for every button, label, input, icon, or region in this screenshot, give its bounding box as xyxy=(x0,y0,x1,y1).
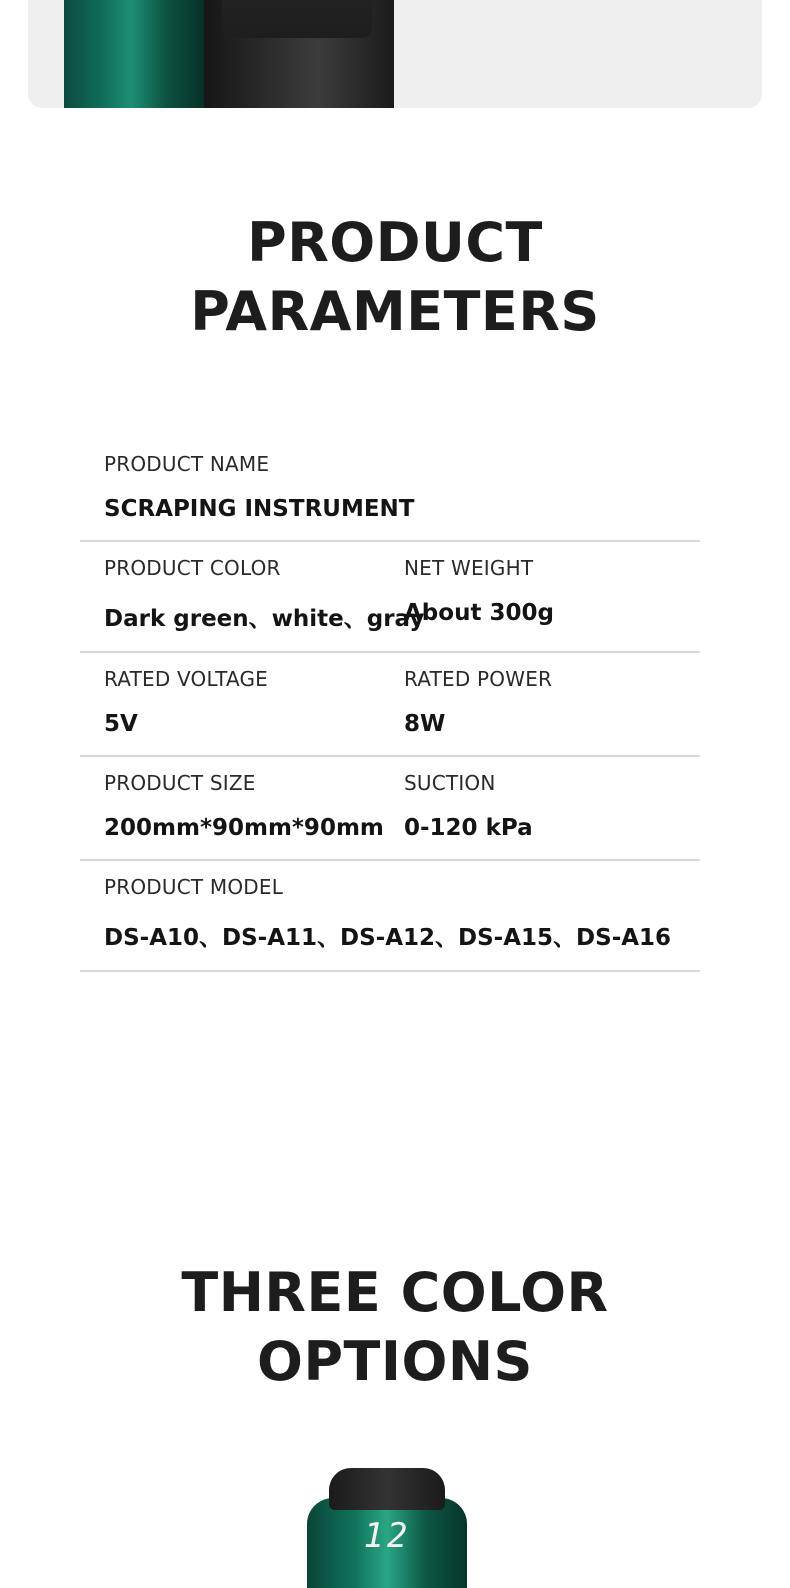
device-green-body xyxy=(64,0,204,108)
page-title-product-parameters xyxy=(0,208,790,346)
spec-label: PRODUCT MODEL xyxy=(104,875,284,899)
spec-label: PRODUCT SIZE xyxy=(104,771,256,795)
specifications-table xyxy=(80,438,700,972)
product-device-illustration xyxy=(64,0,394,108)
spec-cell-product-name xyxy=(80,444,700,522)
spec-cell-net-weight xyxy=(390,548,700,633)
device-dark-screen xyxy=(204,0,394,108)
spec-cell-rated-power xyxy=(390,659,700,737)
device-display-value: 12 xyxy=(363,1516,411,1556)
section-title-three-color-options xyxy=(0,1258,790,1396)
spec-value: 200mm*90mm*90mm xyxy=(104,815,384,841)
color-option-device-preview xyxy=(307,1468,467,1588)
spec-label: NET WEIGHT xyxy=(404,556,534,580)
spec-cell-rated-voltage xyxy=(80,659,390,737)
section-title-line-1: THREE COLOR xyxy=(181,1261,609,1324)
table-row xyxy=(80,861,700,972)
spec-label: RATED POWER xyxy=(404,667,553,691)
spec-label: RATED VOLTAGE xyxy=(104,667,269,691)
page-title-line-1: PRODUCT xyxy=(247,211,543,274)
spec-value: 8W xyxy=(404,711,446,737)
spec-value: DS-A10、DS-A11、DS-A12、DS-A15、DS-A16 xyxy=(104,925,672,951)
spec-cell-product-color xyxy=(80,548,425,633)
spec-value: SCRAPING INSTRUMENT xyxy=(104,496,415,522)
spec-value: Dark green、white、gray xyxy=(104,606,425,632)
page-title-line-2: PARAMETERS xyxy=(190,280,600,344)
spec-label: SUCTION xyxy=(404,771,496,795)
spec-cell-product-model xyxy=(80,867,700,952)
spec-label: PRODUCT NAME xyxy=(104,452,270,476)
hero-product-image xyxy=(28,0,762,108)
spec-cell-product-size xyxy=(80,763,390,841)
spec-value: 5V xyxy=(104,711,138,737)
spec-cell-suction xyxy=(390,763,700,841)
spec-value: 0-120 kPa xyxy=(404,815,533,841)
spec-label: PRODUCT COLOR xyxy=(104,556,281,580)
device-display-cap xyxy=(329,1468,445,1510)
hero-fade-overlay xyxy=(402,0,762,108)
section-title-line-2: OPTIONS xyxy=(257,1330,533,1394)
table-row xyxy=(80,653,700,757)
spec-value: About 300g xyxy=(404,600,554,626)
table-row xyxy=(80,542,700,653)
table-row xyxy=(80,757,700,861)
table-row xyxy=(80,438,700,542)
